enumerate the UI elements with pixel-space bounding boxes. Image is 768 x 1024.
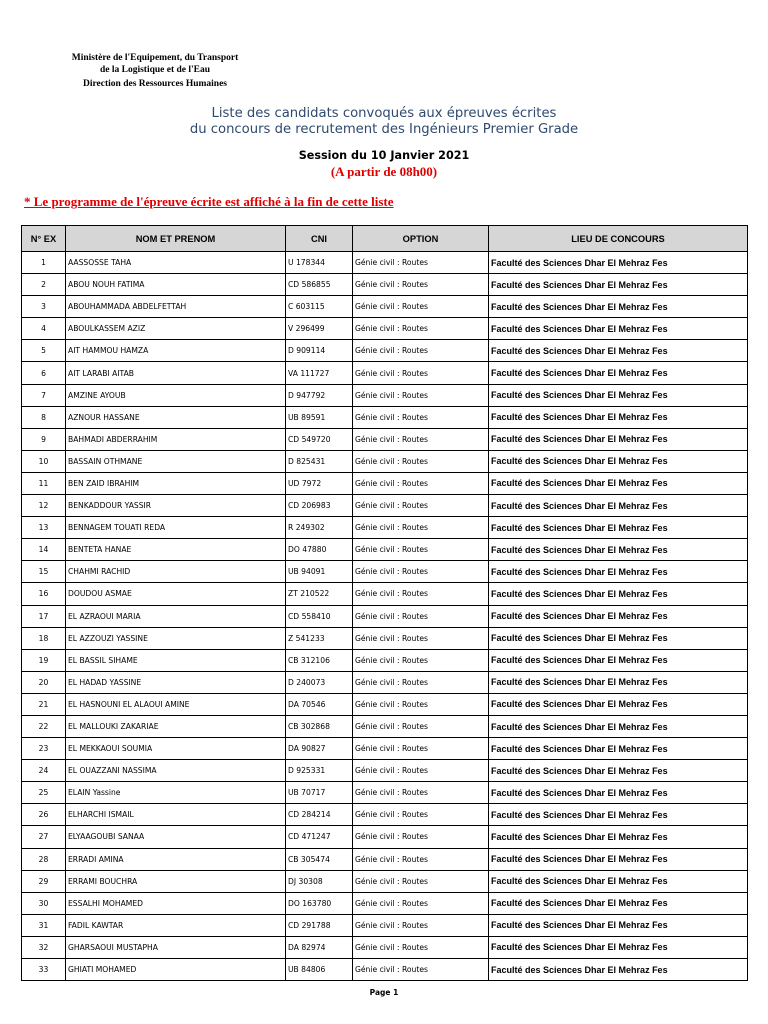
- cell-number: 5: [22, 340, 66, 362]
- cell-location: Faculté des Sciences Dhar El Mehraz Fes: [489, 848, 748, 870]
- table-row: [22, 693, 748, 715]
- cell-option: Génie civil : Routes: [353, 362, 489, 384]
- cell-cni: DO 47880: [286, 539, 353, 561]
- table-row: [22, 450, 748, 472]
- cell-number: 9: [22, 428, 66, 450]
- column-header-location: LIEU DE CONCOURS: [489, 226, 748, 252]
- cell-cni: CD 284214: [286, 804, 353, 826]
- cell-cni: UD 7972: [286, 472, 353, 494]
- cell-number: 7: [22, 384, 66, 406]
- table-row: [22, 892, 748, 914]
- cell-name: AIT HAMMOU HAMZA: [66, 340, 286, 362]
- cell-number: 4: [22, 318, 66, 340]
- cell-name: ESSALHI MOHAMED: [66, 892, 286, 914]
- cell-name: EL AZRAOUI MARIA: [66, 605, 286, 627]
- cell-location: Faculté des Sciences Dhar El Mehraz Fes: [489, 870, 748, 892]
- table-row: [22, 782, 748, 804]
- table-row: [22, 340, 748, 362]
- cell-location: Faculté des Sciences Dhar El Mehraz Fes: [489, 274, 748, 296]
- table-row: [22, 605, 748, 627]
- table-row: [22, 671, 748, 693]
- cell-number: 18: [22, 627, 66, 649]
- cell-option: Génie civil : Routes: [353, 715, 489, 737]
- cell-option: Génie civil : Routes: [353, 583, 489, 605]
- ministry-header: [40, 52, 270, 90]
- cell-number: 25: [22, 782, 66, 804]
- cell-number: 17: [22, 605, 66, 627]
- cell-cni: CD 206983: [286, 495, 353, 517]
- cell-location: Faculté des Sciences Dhar El Mehraz Fes: [489, 914, 748, 936]
- cell-number: 1: [22, 252, 66, 274]
- cell-location: Faculté des Sciences Dhar El Mehraz Fes: [489, 450, 748, 472]
- cell-option: Génie civil : Routes: [353, 738, 489, 760]
- table-row: [22, 804, 748, 826]
- cell-name: EL OUAZZANI NASSIMA: [66, 760, 286, 782]
- cell-number: 16: [22, 583, 66, 605]
- cell-option: Génie civil : Routes: [353, 693, 489, 715]
- cell-option: Génie civil : Routes: [353, 936, 489, 958]
- table-row: [22, 252, 748, 274]
- cell-cni: DA 90827: [286, 738, 353, 760]
- document-title-line-1: Liste des candidats convoqués aux épreuves écrites: [211, 106, 557, 121]
- cell-location: Faculté des Sciences Dhar El Mehraz Fes: [489, 384, 748, 406]
- cell-location: Faculté des Sciences Dhar El Mehraz Fes: [489, 428, 748, 450]
- cell-option: Génie civil : Routes: [353, 472, 489, 494]
- table-row: [22, 583, 748, 605]
- cell-name: BENTETA HANAE: [66, 539, 286, 561]
- cell-name: GHIATI MOHAMED: [66, 959, 286, 981]
- cell-name: DOUDOU ASMAE: [66, 583, 286, 605]
- cell-cni: CB 312106: [286, 649, 353, 671]
- cell-number: 11: [22, 472, 66, 494]
- start-time-note: (A partir de 08h00): [330, 164, 438, 179]
- table-row: [22, 384, 748, 406]
- cell-option: Génie civil : Routes: [353, 870, 489, 892]
- cell-location: Faculté des Sciences Dhar El Mehraz Fes: [489, 782, 748, 804]
- cell-cni: UB 70717: [286, 782, 353, 804]
- cell-cni: V 296499: [286, 318, 353, 340]
- session-date: Session du 10 Janvier 2021: [298, 149, 470, 162]
- cell-cni: CD 549720: [286, 428, 353, 450]
- cell-number: 8: [22, 406, 66, 428]
- table-row: [22, 826, 748, 848]
- cell-name: ELAIN Yassine: [66, 782, 286, 804]
- cell-number: 28: [22, 848, 66, 870]
- cell-location: Faculté des Sciences Dhar El Mehraz Fes: [489, 340, 748, 362]
- table-row: [22, 318, 748, 340]
- cell-number: 31: [22, 914, 66, 936]
- cell-cni: DJ 30308: [286, 870, 353, 892]
- cell-location: Faculté des Sciences Dhar El Mehraz Fes: [489, 649, 748, 671]
- cell-cni: DO 163780: [286, 892, 353, 914]
- cell-location: Faculté des Sciences Dhar El Mehraz Fes: [489, 693, 748, 715]
- cell-location: Faculté des Sciences Dhar El Mehraz Fes: [489, 760, 748, 782]
- column-header-cni: CNI: [286, 226, 353, 252]
- table-row: [22, 517, 748, 539]
- cell-option: Génie civil : Routes: [353, 914, 489, 936]
- column-header-option: OPTION: [353, 226, 489, 252]
- cell-option: Génie civil : Routes: [353, 627, 489, 649]
- cell-number: 10: [22, 450, 66, 472]
- cell-cni: CD 291788: [286, 914, 353, 936]
- cell-name: ERRAMI BOUCHRA: [66, 870, 286, 892]
- table-row: [22, 274, 748, 296]
- table-row: [22, 495, 748, 517]
- cell-name: BASSAIN OTHMANE: [66, 450, 286, 472]
- cell-name: EL HASNOUNI EL ALAOUI AMINE: [66, 693, 286, 715]
- cell-option: Génie civil : Routes: [353, 274, 489, 296]
- cell-location: Faculté des Sciences Dhar El Mehraz Fes: [489, 627, 748, 649]
- table-row: [22, 472, 748, 494]
- table-row: [22, 870, 748, 892]
- cell-cni: Z 541233: [286, 627, 353, 649]
- cell-location: Faculté des Sciences Dhar El Mehraz Fes: [489, 715, 748, 737]
- cell-cni: D 240073: [286, 671, 353, 693]
- cell-cni: UB 89591: [286, 406, 353, 428]
- cell-cni: D 947792: [286, 384, 353, 406]
- cell-option: Génie civil : Routes: [353, 539, 489, 561]
- ministry-line: de la Logistique et de l'Eau: [99, 65, 211, 75]
- cell-cni: R 249302: [286, 517, 353, 539]
- cell-name: FADIL KAWTAR: [66, 914, 286, 936]
- cell-number: 13: [22, 517, 66, 539]
- cell-option: Génie civil : Routes: [353, 826, 489, 848]
- cell-number: 26: [22, 804, 66, 826]
- cell-name: AMZINE AYOUB: [66, 384, 286, 406]
- cell-number: 23: [22, 738, 66, 760]
- cell-option: Génie civil : Routes: [353, 848, 489, 870]
- cell-number: 2: [22, 274, 66, 296]
- department-line: Direction des Ressources Humaines: [83, 79, 227, 89]
- cell-cni: DA 70546: [286, 693, 353, 715]
- cell-number: 20: [22, 671, 66, 693]
- cell-option: Génie civil : Routes: [353, 450, 489, 472]
- column-header-name: NOM ET PRENOM: [66, 226, 286, 252]
- cell-option: Génie civil : Routes: [353, 517, 489, 539]
- cell-name: ELYAAGOUBI SANAA: [66, 826, 286, 848]
- cell-number: 27: [22, 826, 66, 848]
- cell-name: EL MEKKAOUI SOUMIA: [66, 738, 286, 760]
- cell-number: 19: [22, 649, 66, 671]
- cell-name: ABOU NOUH FATIMA: [66, 274, 286, 296]
- cell-location: Faculté des Sciences Dhar El Mehraz Fes: [489, 362, 748, 384]
- cell-option: Génie civil : Routes: [353, 252, 489, 274]
- cell-cni: CB 302868: [286, 715, 353, 737]
- table-row: [22, 539, 748, 561]
- cell-number: 32: [22, 936, 66, 958]
- table-row: [22, 760, 748, 782]
- cell-location: Faculté des Sciences Dhar El Mehraz Fes: [489, 738, 748, 760]
- cell-name: EL AZZOUZI YASSINE: [66, 627, 286, 649]
- cell-cni: C 603115: [286, 296, 353, 318]
- cell-cni: CB 305474: [286, 848, 353, 870]
- cell-option: Génie civil : Routes: [353, 340, 489, 362]
- cell-name: ELHARCHI ISMAIL: [66, 804, 286, 826]
- table-row: [22, 848, 748, 870]
- document-title-line-2: du concours de recrutement des Ingénieurs Premier Grade: [189, 122, 579, 137]
- table-row: [22, 627, 748, 649]
- cell-option: Génie civil : Routes: [353, 318, 489, 340]
- cell-cni: CD 586855: [286, 274, 353, 296]
- cell-location: Faculté des Sciences Dhar El Mehraz Fes: [489, 318, 748, 340]
- cell-option: Génie civil : Routes: [353, 671, 489, 693]
- cell-name: ABOUHAMMADA ABDELFETTAH: [66, 296, 286, 318]
- cell-option: Génie civil : Routes: [353, 296, 489, 318]
- cell-name: BENKADDOUR YASSIR: [66, 495, 286, 517]
- cell-name: AASSOSSE TAHA: [66, 252, 286, 274]
- cell-location: Faculté des Sciences Dhar El Mehraz Fes: [489, 583, 748, 605]
- cell-option: Génie civil : Routes: [353, 804, 489, 826]
- cell-location: Faculté des Sciences Dhar El Mehraz Fes: [489, 804, 748, 826]
- cell-number: 15: [22, 561, 66, 583]
- cell-number: 29: [22, 870, 66, 892]
- cell-location: Faculté des Sciences Dhar El Mehraz Fes: [489, 936, 748, 958]
- cell-location: Faculté des Sciences Dhar El Mehraz Fes: [489, 472, 748, 494]
- cell-name: BEN ZAID IBRAHIM: [66, 472, 286, 494]
- cell-name: ERRADI AMINA: [66, 848, 286, 870]
- candidates-table: [21, 225, 748, 981]
- column-header-number: N° EX: [22, 226, 66, 252]
- cell-option: Génie civil : Routes: [353, 782, 489, 804]
- cell-location: Faculté des Sciences Dhar El Mehraz Fes: [489, 892, 748, 914]
- cell-location: Faculté des Sciences Dhar El Mehraz Fes: [489, 959, 748, 981]
- table-row: [22, 914, 748, 936]
- cell-number: 21: [22, 693, 66, 715]
- cell-option: Génie civil : Routes: [353, 406, 489, 428]
- table-row: [22, 936, 748, 958]
- cell-option: Génie civil : Routes: [353, 649, 489, 671]
- cell-number: 30: [22, 892, 66, 914]
- table-row: [22, 296, 748, 318]
- cell-cni: UB 94091: [286, 561, 353, 583]
- cell-option: Génie civil : Routes: [353, 428, 489, 450]
- table-row: [22, 959, 748, 981]
- cell-cni: VA 111727: [286, 362, 353, 384]
- cell-number: 22: [22, 715, 66, 737]
- cell-number: 24: [22, 760, 66, 782]
- program-note: * Le programme de l'épreuve écrite est affiché à la fin de cette liste: [24, 194, 394, 209]
- cell-cni: CD 471247: [286, 826, 353, 848]
- ministry-line: Ministère de l'Equipement, du Transport: [71, 53, 239, 63]
- table-row: [22, 738, 748, 760]
- cell-name: AIT LARABI AITAB: [66, 362, 286, 384]
- cell-option: Génie civil : Routes: [353, 605, 489, 627]
- cell-location: Faculté des Sciences Dhar El Mehraz Fes: [489, 406, 748, 428]
- cell-name: EL HADAD YASSINE: [66, 671, 286, 693]
- table-row: [22, 715, 748, 737]
- cell-name: BAHMADI ABDERRAHIM: [66, 428, 286, 450]
- cell-location: Faculté des Sciences Dhar El Mehraz Fes: [489, 252, 748, 274]
- cell-option: Génie civil : Routes: [353, 495, 489, 517]
- cell-number: 6: [22, 362, 66, 384]
- page-number: Page 1: [369, 988, 399, 997]
- cell-number: 12: [22, 495, 66, 517]
- cell-name: CHAHMI RACHID: [66, 561, 286, 583]
- cell-location: Faculté des Sciences Dhar El Mehraz Fes: [489, 296, 748, 318]
- cell-name: ABOULKASSEM AZIZ: [66, 318, 286, 340]
- cell-cni: D 825431: [286, 450, 353, 472]
- cell-number: 14: [22, 539, 66, 561]
- cell-name: EL BASSIL SIHAME: [66, 649, 286, 671]
- cell-cni: D 909114: [286, 340, 353, 362]
- cell-cni: CD 558410: [286, 605, 353, 627]
- cell-location: Faculté des Sciences Dhar El Mehraz Fes: [489, 826, 748, 848]
- cell-location: Faculté des Sciences Dhar El Mehraz Fes: [489, 517, 748, 539]
- cell-option: Génie civil : Routes: [353, 892, 489, 914]
- cell-location: Faculté des Sciences Dhar El Mehraz Fes: [489, 495, 748, 517]
- cell-name: AZNOUR HASSANE: [66, 406, 286, 428]
- table-row: [22, 649, 748, 671]
- cell-option: Génie civil : Routes: [353, 384, 489, 406]
- cell-location: Faculté des Sciences Dhar El Mehraz Fes: [489, 561, 748, 583]
- cell-number: 33: [22, 959, 66, 981]
- cell-cni: U 178344: [286, 252, 353, 274]
- table-row: [22, 406, 748, 428]
- cell-name: GHARSAOUI MUSTAPHA: [66, 936, 286, 958]
- cell-option: Génie civil : Routes: [353, 959, 489, 981]
- cell-number: 3: [22, 296, 66, 318]
- cell-cni: ZT 210522: [286, 583, 353, 605]
- table-row: [22, 561, 748, 583]
- cell-location: Faculté des Sciences Dhar El Mehraz Fes: [489, 671, 748, 693]
- table-header-row: [22, 226, 748, 252]
- cell-cni: UB 84806: [286, 959, 353, 981]
- cell-name: EL MALLOUKI ZAKARIAE: [66, 715, 286, 737]
- table-row: [22, 362, 748, 384]
- cell-cni: D 925331: [286, 760, 353, 782]
- cell-name: BENNAGEM TOUATI REDA: [66, 517, 286, 539]
- table-row: [22, 428, 748, 450]
- table-body: [22, 252, 748, 981]
- cell-cni: DA 82974: [286, 936, 353, 958]
- cell-location: Faculté des Sciences Dhar El Mehraz Fes: [489, 605, 748, 627]
- cell-option: Génie civil : Routes: [353, 561, 489, 583]
- cell-location: Faculté des Sciences Dhar El Mehraz Fes: [489, 539, 748, 561]
- cell-option: Génie civil : Routes: [353, 760, 489, 782]
